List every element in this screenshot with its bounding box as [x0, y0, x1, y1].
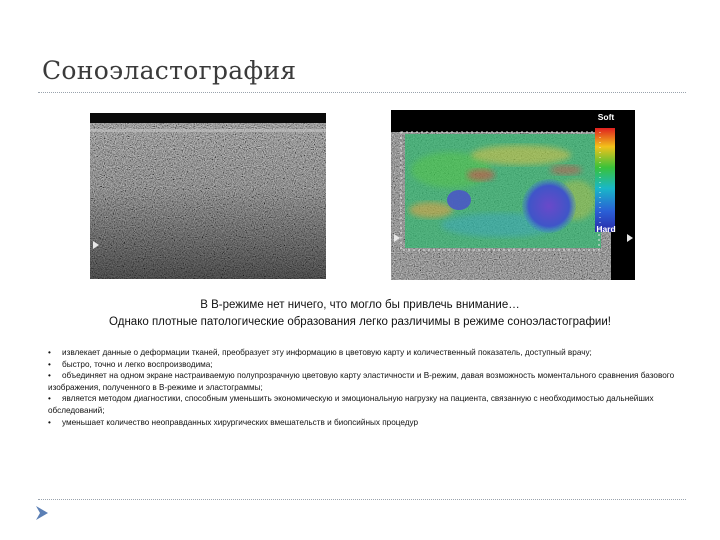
- caption-line-1: В В-режиме нет ничего, что могло бы привлечь внимание…: [200, 299, 520, 311]
- bullet-item: [48, 417, 688, 429]
- b-mode-ultrasound-image: [90, 113, 326, 279]
- title-divider: [38, 92, 686, 93]
- bullet-symbol: •: [48, 371, 51, 381]
- bullet-item: [48, 359, 688, 371]
- feature-bullet-list: [48, 347, 688, 428]
- bullet-item: [48, 393, 688, 416]
- scale-soft-label: Soft: [597, 112, 615, 122]
- bullet-symbol: •: [48, 394, 51, 404]
- bullet-text: является методом диагностики, способным уменьшить экономическую и эмоциональную нагрузку на пациента, связанную с необходимостью дальнейших обследований;: [48, 394, 654, 415]
- image-caption: [60, 297, 660, 331]
- footer-divider: [38, 499, 686, 500]
- bullet-symbol: •: [48, 348, 51, 357]
- elastography-image: [391, 110, 635, 280]
- bullet-text: уменьшает количество неоправданных хирургических вмешательств и биопсийных процедур: [62, 417, 419, 427]
- bullet-symbol: •: [48, 359, 51, 369]
- bullet-text: быстро, точно и легко воспроизводима;: [62, 359, 213, 369]
- corner-arrow-icon: [36, 506, 48, 520]
- slide-title: Соноэластография: [42, 56, 297, 85]
- caption-line-2: Однако плотные патологические образования легко различимы в режиме соноэластографии!: [109, 316, 611, 328]
- bullet-item: [48, 370, 688, 393]
- bullet-item: [48, 347, 688, 359]
- bullet-symbol: •: [48, 417, 51, 427]
- scale-hard-label: Hard: [596, 224, 616, 234]
- bullet-text: объединяет на одном экране настраиваемую полупрозрачную цветовую карту эластичности и В-режим, давая возможность моментального сравнения базового изображения, полученного в В-режиме и эластограммы;: [48, 371, 675, 392]
- bullet-text: извлекает данные о деформации тканей, преобразует эту информацию в цветовую карту и количественный показатель, доступный врачу;: [62, 348, 592, 357]
